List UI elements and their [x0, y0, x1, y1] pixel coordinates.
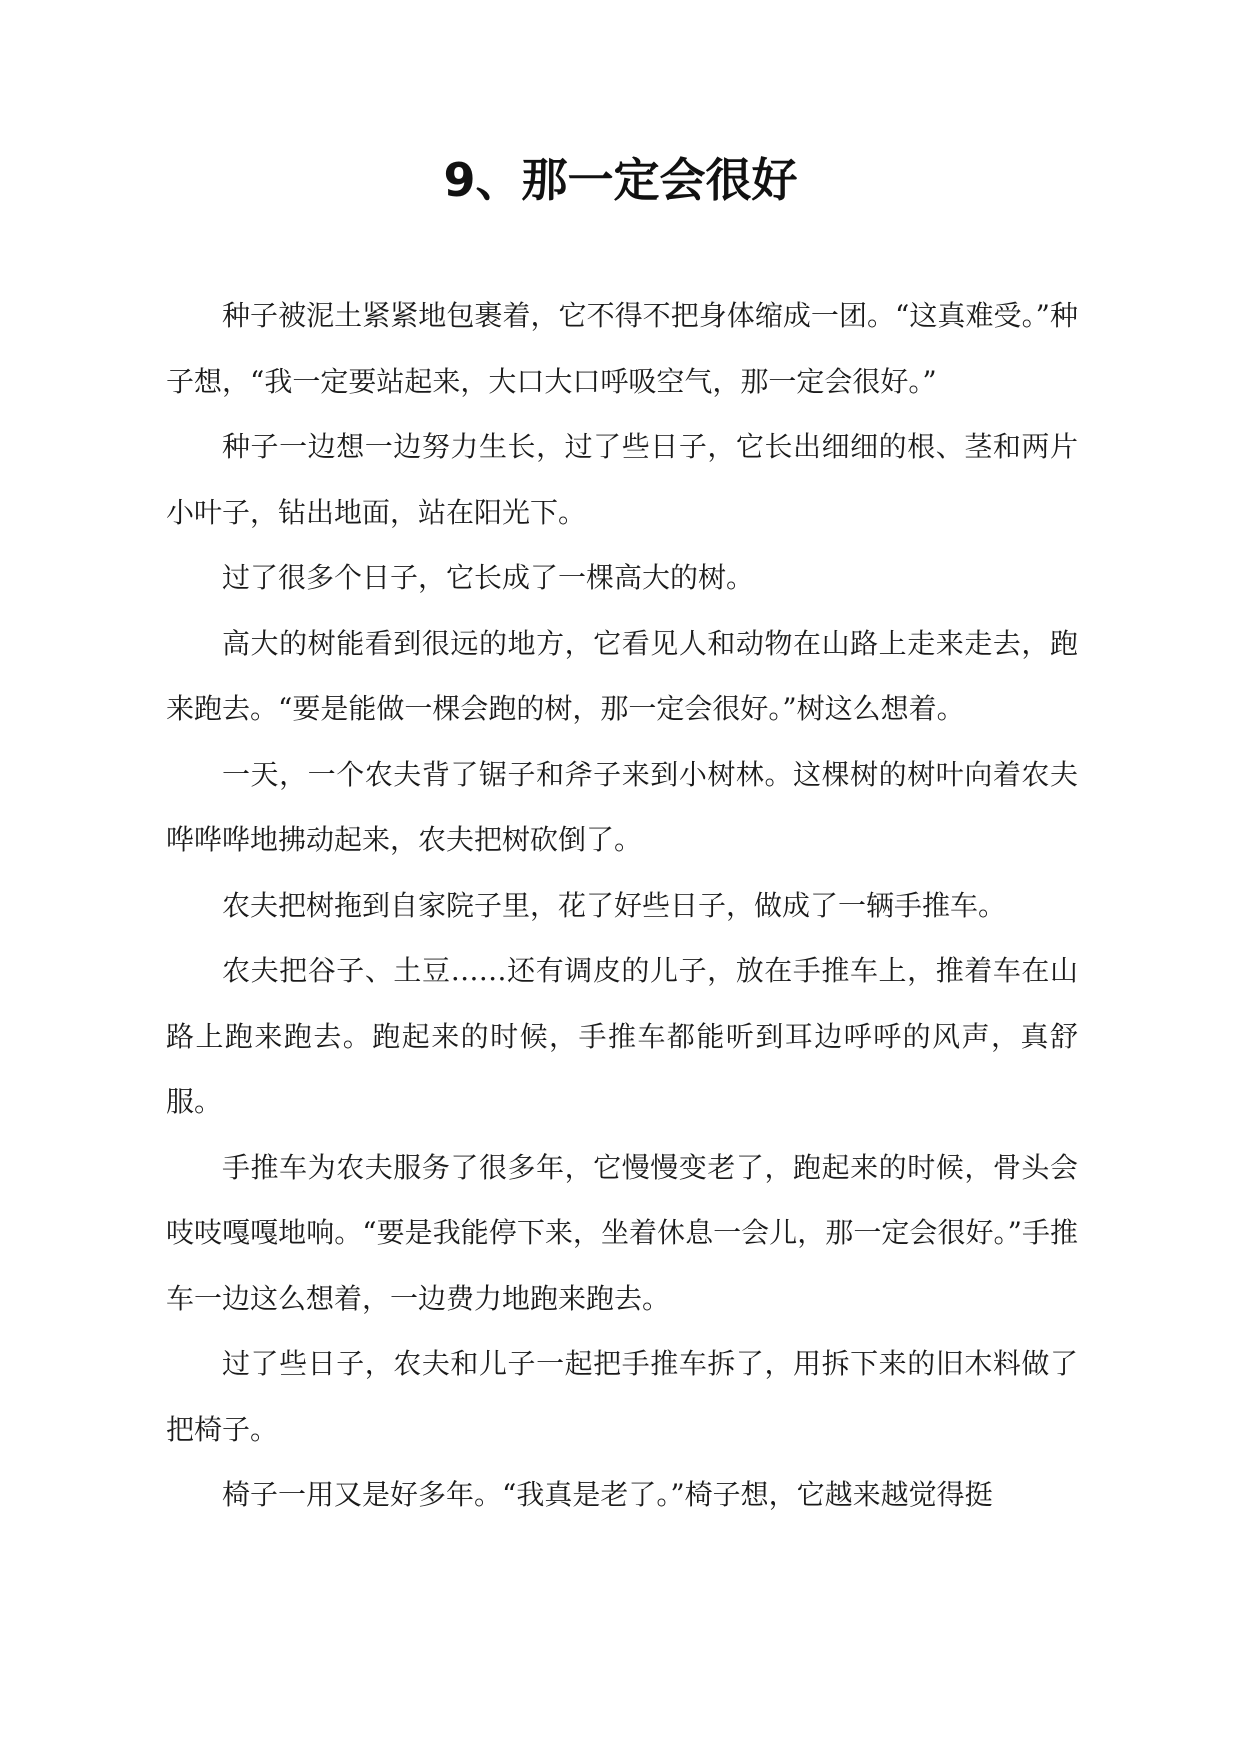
paragraph-3: 过了很多个日子，它长成了一棵高大的树。	[222, 561, 755, 594]
paragraph-10: 椅子一用又是好多年。“我真是老了。”椅子想，它越来越觉得挺	[222, 1478, 993, 1511]
paragraph-2: 种子一边想一边努力生长，过了些日子，它长出细细的根、茎和两片小叶子，钻出地面，站在阳光下。	[166, 430, 1078, 529]
paragraph-8: 手推车为农夫服务了很多年，它慢慢变老了，跑起来的时候，骨头会吱吱嘎嘎地响。“要是我能停下来，坐着休息一会儿，那一定会很好。”手推车一边这么想着，一边费力地跑来跑去。	[166, 1150, 1078, 1315]
paragraph-9: 过了些日子，农夫和儿子一起把手推车拆了，用拆下来的旧木料做了把椅子。	[166, 1347, 1078, 1446]
paragraph-6: 农夫把树拖到自家院子里，花了好些日子，做成了一辆手推车。	[222, 888, 1007, 922]
page-title: 9、那一定会很好	[443, 153, 798, 207]
paragraph-4: 高大的树能看到很远的地方，它看见人和动物在山路上走来走去，跑来跑去。“要是能做一棵会跑的树，那一定会很好。”树这么想着。	[166, 626, 1078, 725]
paragraph-5: 一天，一个农夫背了锯子和斧子来到小树林。这棵树的树叶向着农夫哗哗哗地拂动起来，农夫把树砍倒了。	[166, 757, 1078, 856]
story-body	[166, 283, 1078, 1528]
paragraph-7: 农夫把谷子、土豆……还有调皮的儿子，放在手推车上，推着车在山路上跑来跑去。跑起来的时候，手推车都能听到耳边呼呼的风声，真舒服。	[166, 954, 1078, 1118]
paragraph-1: 种子被泥土紧紧地包裹着，它不得不把身体缩成一团。“这真难受。”种子想，“我一定要站起来，大口大口呼吸空气，那一定会很好。”	[166, 299, 1078, 398]
